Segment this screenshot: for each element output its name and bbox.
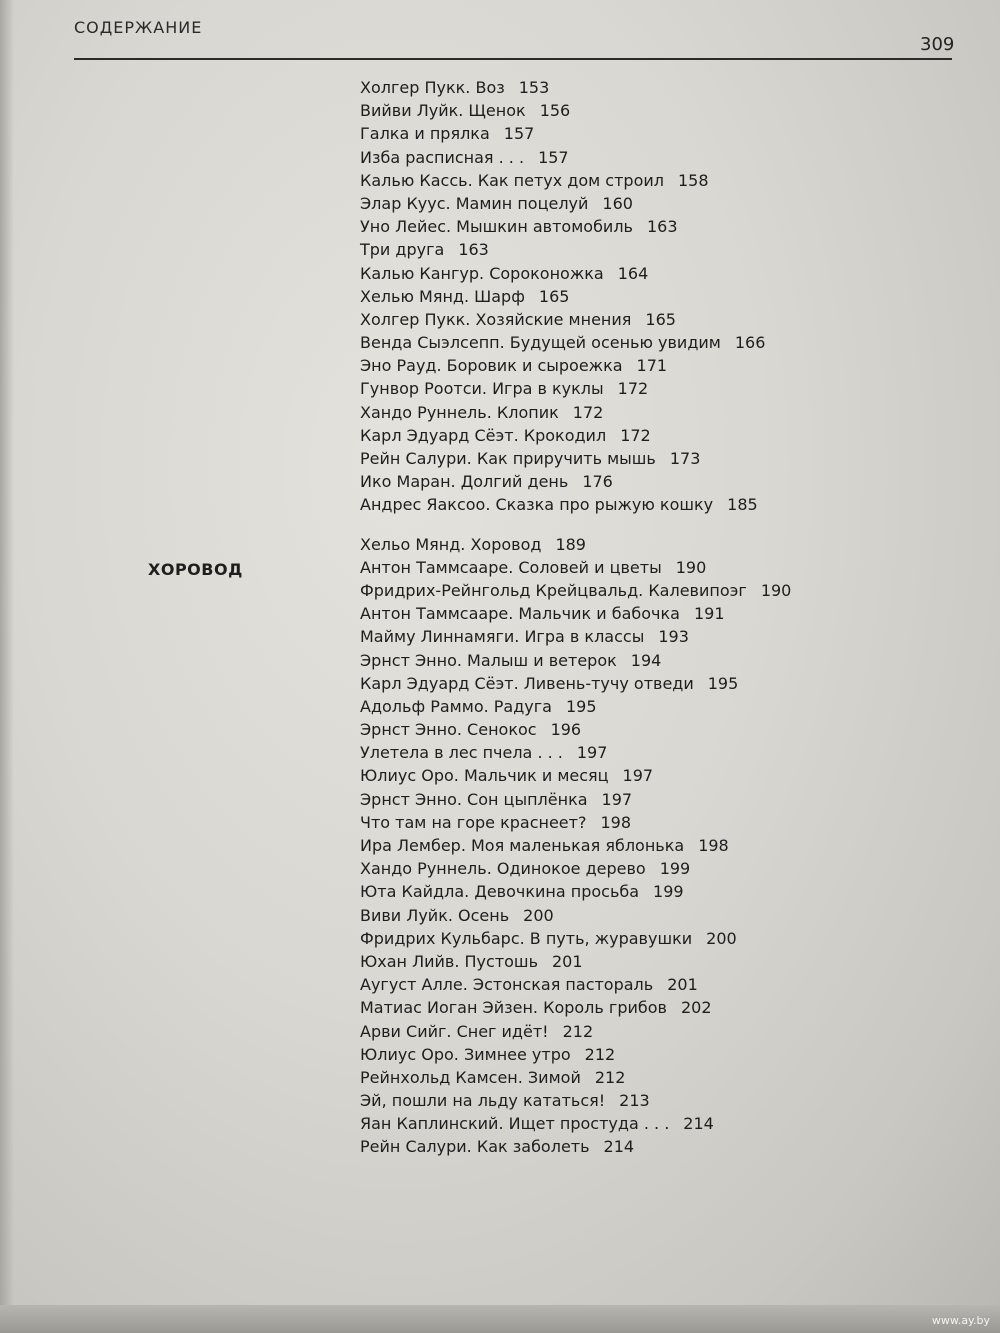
table-of-contents [360,76,960,1159]
toc-entry-title: Эрнст Энно. Малыш и ветерок [360,650,617,670]
toc-entry-page: 195 [707,673,739,693]
toc-entry [360,99,960,122]
toc-entry-title: Рейн Салури. Как заболеть [360,1137,590,1157]
toc-entry-title: Венда Сыэлсепп. Будущей осенью увидим [360,333,721,353]
toc-entry [360,927,960,950]
site-watermark: www.ay.by [931,1314,990,1327]
toc-entry-title: Холгер Пукк. Хозяйские мнения [360,309,632,329]
toc-entry-page: 197 [576,743,608,763]
toc-entry-page: 202 [680,998,712,1018]
toc-entry-page: 190 [760,580,792,600]
toc-entry-page: 160 [602,193,633,213]
toc-entry-title: Юлиус Оро. Мальчик и месяц [360,766,609,786]
toc-entry-title: Хелью Мянд. Шарф [360,286,525,306]
toc-entry-page: 171 [636,356,668,376]
toc-entry-title: Холгер Пукк. Воз [360,78,505,97]
toc-entry-page: 199 [659,859,691,879]
toc-entry-title: Эй, пошли на льду кататься! [360,1091,606,1111]
toc-entry-page: 157 [503,124,535,144]
toc-entry-title: Виви Луйк. Осень [360,905,510,925]
toc-entry-title: Антон Таммсааре. Мальчик и бабочка [360,604,680,624]
toc-entry [360,447,960,470]
toc-entry-page: 191 [693,604,725,624]
toc-entry [360,401,960,424]
toc-entry-title: Рейн Салури. Как приручить мышь [360,449,656,468]
toc-entry [360,308,960,331]
toc-entry [360,904,960,927]
toc-entry [360,76,960,99]
toc-entry [360,811,960,834]
toc-entry-title: Адольф Раммо. Радуга [360,696,552,716]
toc-entry-page: 197 [601,789,633,809]
toc-entry-page: 193 [658,627,689,647]
toc-entry-page: 201 [667,975,698,995]
toc-entry-page: 156 [539,101,571,121]
toc-entry-title: Фридрих Кульбарс. В путь, журавушки [360,928,693,948]
toc-entry [360,424,960,447]
toc-entry-page: 185 [727,495,758,515]
toc-entry [360,695,960,718]
toc-entry-title: Ира Лембер. Моя маленькая яблонька [360,836,685,855]
page-bottom-edge [0,1305,1000,1333]
toc-entry-page: 214 [683,1114,714,1134]
toc-entry-title: Майму Линнамяги. Игра в классы [360,627,645,647]
toc-entry [360,533,960,556]
toc-entry [360,354,960,377]
toc-entry-title: Антон Таммсааре. Соловей и цветы [360,557,662,577]
toc-entry [360,625,960,648]
toc-entry-title: Элар Куус. Мамин поцелуй [360,193,589,213]
toc-entry-title: Калью Кассь. Как петух дом строил [360,170,664,190]
toc-entry-title: Андрес Яаксоо. Сказка про рыжую кошку [360,495,714,515]
toc-entry-title: Юхан Лийв. Пустошь [360,951,538,971]
toc-entry [360,649,960,672]
toc-entry-page: 198 [698,836,729,855]
toc-entry-page: 158 [678,170,709,190]
toc-entry-title: Рейнхольд Камсен. Зимой [360,1067,581,1087]
toc-entry-title: Эно Рауд. Боровик и сыроежка [360,356,623,376]
toc-entry [360,672,960,695]
toc-entry [360,1135,960,1158]
toc-entry-title: Фридрих-Рейнгольд Крейцвальд. Калевипоэг [360,580,747,600]
toc-entry [360,834,960,857]
toc-entry-page: 197 [622,766,654,786]
toc-entry [360,788,960,811]
toc-entry-page: 194 [630,650,662,670]
toc-entry-page: 212 [562,1021,594,1041]
toc-entry-page: 200 [706,928,737,948]
toc-entry-page: 164 [617,263,649,283]
toc-entry-title: Арви Сийг. Снег идёт! [360,1021,549,1041]
toc-entry-page: 214 [603,1137,635,1157]
toc-entry [360,579,960,602]
page-number: 309 [920,34,955,55]
toc-entry [360,950,960,973]
toc-entry-title: Хельо Мянд. Хоровод [360,534,542,554]
toc-entry [360,331,960,354]
toc-entry [360,377,960,400]
toc-entry [360,1112,960,1135]
toc-entry-title: Аугуст Алле. Эстонская пастораль [360,975,654,995]
toc-entry-title: Вийви Луйк. Щенок [360,101,526,121]
toc-entry [360,238,960,261]
toc-entry [360,1020,960,1043]
toc-entry-title: Калью Кангур. Сороконожка [360,263,604,283]
toc-entry-title: Эрнст Энно. Сон цыплёнка [360,789,588,809]
toc-entry-page: 212 [584,1044,616,1064]
toc-entry-page: 196 [550,720,582,740]
toc-entry-title: Эрнст Энно. Сенокос [360,720,537,740]
toc-entry-page: 173 [669,449,701,468]
toc-entry [360,764,960,787]
toc-entry-page: 157 [538,147,569,167]
toc-entry [360,493,960,516]
toc-entry-title: Карл Эдуард Сёэт. Крокодил [360,425,607,445]
toc-entry-title: Галка и прялка [360,124,490,144]
toc-entry-page: 190 [675,557,707,577]
toc-entry [360,169,960,192]
toc-entry-title: Изба расписная . . . [360,147,525,167]
toc-entry-page: 201 [552,951,583,971]
section-gap [360,517,960,533]
toc-entry-page: 212 [594,1067,626,1087]
toc-entry-title: Юлиус Оро. Зимнее утро [360,1044,571,1064]
toc-entry [360,556,960,579]
toc-entry-page: 198 [600,812,632,832]
toc-entry-title: Хандо Руннель. Клопик [360,402,559,422]
toc-entry [360,996,960,1019]
toc-entry-page: 189 [555,534,586,554]
toc-entry-page: 176 [582,472,613,492]
toc-entry-page: 153 [518,78,550,97]
toc-entry [360,1043,960,1066]
toc-entry-page: 165 [645,309,676,329]
toc-entry-title: Матиас Иоган Эйзен. Король грибов [360,998,667,1018]
toc-entry [360,741,960,764]
toc-entry-page: 163 [458,240,489,260]
toc-entry [360,285,960,308]
toc-entry-title: Три друга [360,240,445,260]
toc-entry-title: Что там на горе краснеет? [360,812,587,832]
toc-entry-page: 163 [646,217,678,237]
toc-entry-page: 213 [619,1091,650,1111]
toc-entry-title: Ико Маран. Долгий день [360,472,569,492]
section-label-khorovod: ХОРОВОД [148,560,243,579]
toc-entry-title: Улетела в лес пчела . . . [360,743,563,763]
toc-entry-page: 200 [523,905,554,925]
toc-entry-title: Юта Кайдла. Девочкина просьба [360,882,640,902]
toc-entry [360,122,960,145]
toc-entry [360,470,960,493]
toc-entry [360,602,960,625]
toc-entry [360,973,960,996]
page-left-shadow [0,0,14,1333]
running-header-title: СОДЕРЖАНИЕ [74,18,203,37]
toc-entry-page: 199 [653,882,684,902]
toc-entry-page: 172 [617,379,649,399]
toc-entry-title: Хандо Руннель. Одинокое дерево [360,859,646,879]
header-rule [74,58,952,60]
toc-entry-page: 195 [565,696,597,716]
toc-entry [360,262,960,285]
toc-entry [360,1089,960,1112]
toc-entry-page: 172 [572,402,604,422]
toc-entry-page: 172 [620,425,651,445]
toc-entry-page: 165 [538,286,570,306]
toc-entry [360,146,960,169]
toc-entry [360,857,960,880]
toc-entry [360,192,960,215]
toc-entry [360,880,960,903]
toc-entry-title: Карл Эдуард Сёэт. Ливень-тучу отведи [360,673,694,693]
toc-entry [360,215,960,238]
toc-entry-title: Уно Лейес. Мышкин автомобиль [360,217,633,237]
toc-entry [360,718,960,741]
toc-entry-title: Гунвор Роотси. Игра в куклы [360,379,604,399]
toc-entry [360,1066,960,1089]
toc-entry-title: Яан Каплинский. Ищет простуда . . . [360,1114,670,1134]
toc-entry-page: 166 [734,333,766,353]
